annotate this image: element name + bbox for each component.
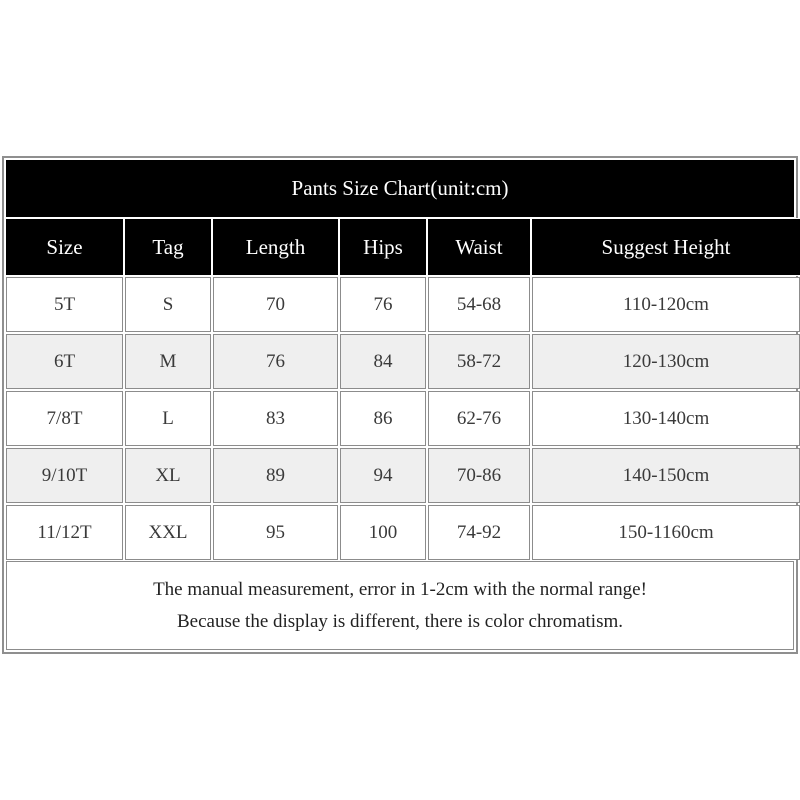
cell-size: 7/8T <box>6 391 123 446</box>
cell-tag: XXL <box>125 505 211 560</box>
cell-waist: 74-92 <box>428 505 530 560</box>
cell-size: 11/12T <box>6 505 123 560</box>
cell-tag: XL <box>125 448 211 503</box>
cell-hips: 76 <box>340 277 426 332</box>
cell-waist: 58-72 <box>428 334 530 389</box>
cell-suggest-height: 120-130cm <box>532 334 800 389</box>
chart-title: Pants Size Chart(unit:cm) <box>6 160 794 217</box>
cell-size: 6T <box>6 334 123 389</box>
cell-suggest-height: 130-140cm <box>532 391 800 446</box>
cell-length: 70 <box>213 277 338 332</box>
cell-length: 89 <box>213 448 338 503</box>
column-header-suggest-height: Suggest Height <box>532 219 800 275</box>
cell-hips: 94 <box>340 448 426 503</box>
cell-hips: 84 <box>340 334 426 389</box>
note-measurement: The manual measurement, error in 1-2cm with the normal range! <box>153 578 647 600</box>
cell-length: 83 <box>213 391 338 446</box>
column-header-size: Size <box>6 219 123 275</box>
cell-hips: 86 <box>340 391 426 446</box>
cell-size: 9/10T <box>6 448 123 503</box>
table-row <box>6 334 800 389</box>
column-header-tag: Tag <box>125 219 211 275</box>
column-header-waist: Waist <box>428 219 530 275</box>
cell-waist: 54-68 <box>428 277 530 332</box>
size-table <box>4 217 800 562</box>
cell-suggest-height: 150-1160cm <box>532 505 800 560</box>
cell-tag: M <box>125 334 211 389</box>
table-row <box>6 505 800 560</box>
header-row <box>6 219 800 275</box>
table-row <box>6 448 800 503</box>
cell-waist: 70-86 <box>428 448 530 503</box>
note-color: Because the display is different, there is color chromatism. <box>176 610 624 632</box>
cell-tag: S <box>125 277 211 332</box>
table-row <box>6 391 800 446</box>
cell-suggest-height: 110-120cm <box>532 277 800 332</box>
cell-hips: 100 <box>340 505 426 560</box>
column-header-length: Length <box>213 219 338 275</box>
column-header-hips: Hips <box>340 219 426 275</box>
notes-panel <box>6 561 794 650</box>
table-row <box>6 277 800 332</box>
cell-length: 76 <box>213 334 338 389</box>
cell-size: 5T <box>6 277 123 332</box>
cell-tag: L <box>125 391 211 446</box>
cell-waist: 62-76 <box>428 391 530 446</box>
cell-suggest-height: 140-150cm <box>532 448 800 503</box>
size-chart <box>2 156 798 654</box>
cell-length: 95 <box>213 505 338 560</box>
